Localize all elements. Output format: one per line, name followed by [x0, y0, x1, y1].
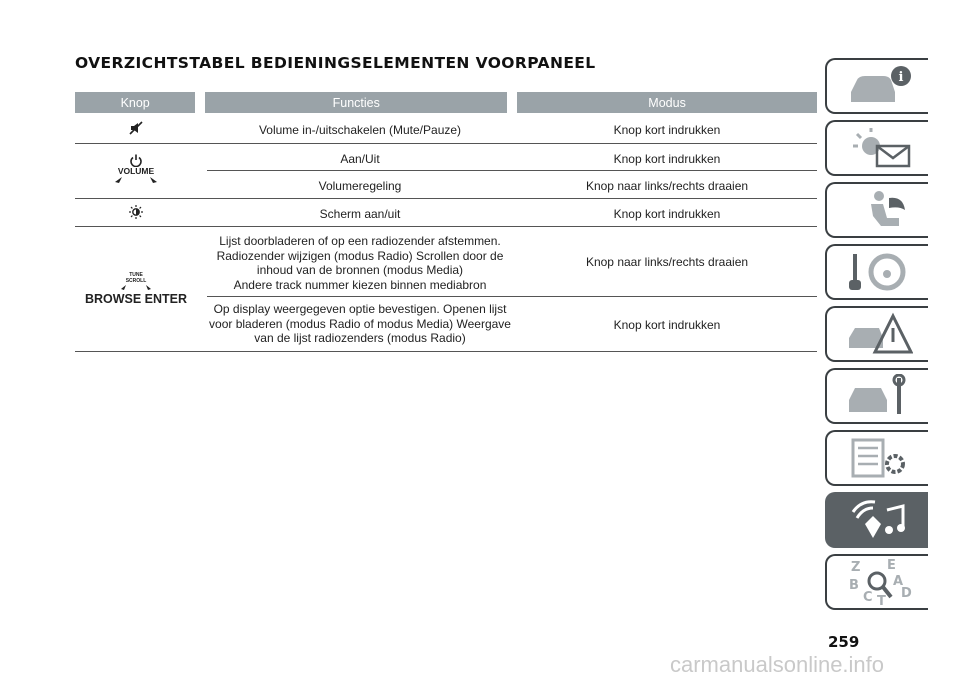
browse-enter-label: BROWSE ENTER [84, 292, 188, 306]
tab-index[interactable] [825, 554, 928, 610]
function-text: Volumeregeling [318, 179, 402, 193]
tab-lights-messages[interactable] [825, 120, 928, 176]
table-row [75, 174, 817, 194]
specs-gear-icon [843, 436, 913, 480]
tune-label: TUNE [129, 272, 143, 278]
car-info-icon [843, 64, 913, 108]
tab-emergency[interactable] [825, 306, 928, 362]
function-line: voor bladeren (modus Radio of modus Media) Weergave [209, 316, 511, 331]
tab-multimedia[interactable] [825, 492, 928, 548]
index-search-icon [843, 557, 913, 607]
multimedia-music-icon [843, 498, 913, 542]
header-modus: Modus [517, 92, 817, 113]
function-line: Lijst doorbladeren of op een radiozender afstemmen. [219, 234, 501, 248]
page-number: 259 [828, 633, 860, 651]
tune-scroll-knob-icon [75, 272, 197, 306]
function-text: Volume in-/uitschakelen (Mute/Pauze) [258, 123, 462, 137]
index-letter: A [892, 574, 903, 589]
warning-car-icon [843, 312, 913, 356]
table-header [75, 92, 817, 113]
tab-safety[interactable] [825, 182, 928, 238]
seat-airbag-icon [843, 188, 913, 232]
watermark: carmanualsonline.info [670, 652, 885, 677]
controls-table [75, 92, 817, 345]
mute-icon [75, 121, 197, 135]
function-text [207, 234, 513, 292]
index-letter: Z [850, 560, 860, 575]
screen-brightness-icon [75, 205, 197, 219]
tab-maintenance[interactable] [825, 368, 928, 424]
table-row [75, 119, 817, 141]
function-line: van de lijst radiozenders (modus Radio) [254, 331, 466, 345]
car-wrench-icon [843, 374, 913, 418]
function-line: Op display weergegeven optie bevestigen. Openen lijst [213, 302, 507, 316]
function-line: inhoud van de bronnen (modus Media) [256, 263, 464, 277]
volume-knob-label: VOLUME [117, 166, 155, 176]
mode-text: Knop kort indrukken [613, 318, 721, 332]
mode-text: Knop naar links/rechts draaien [585, 255, 749, 269]
mode-text: Knop kort indrukken [613, 123, 721, 137]
mode-text: Knop kort indrukken [613, 152, 721, 166]
function-text: Scherm aan/uit [319, 207, 401, 221]
index-letter: T [876, 594, 886, 607]
header-knop: Knop [75, 92, 195, 113]
tab-technical-data[interactable] [825, 430, 928, 486]
index-letter: D [900, 586, 912, 601]
function-text: Aan/Uit [340, 152, 380, 166]
key-steering-wheel-icon [843, 250, 913, 294]
function-line: Radiozender wijzigen (modus Radio) Scrollen door de [216, 248, 504, 263]
function-text [207, 302, 513, 346]
table-row [75, 147, 817, 167]
lights-message-icon [843, 126, 913, 170]
tab-car-info[interactable] [825, 58, 928, 114]
table-row [75, 202, 817, 224]
mode-text: Knop naar links/rechts draaien [585, 179, 749, 193]
index-letter: E [886, 558, 896, 573]
function-line: Andere track nummer kiezen binnen mediabron [233, 277, 487, 292]
svg-text:i: i [898, 70, 903, 85]
page-title: OVERZICHTSTABEL BEDIENINGSELEMENTEN VOORPANEEL [75, 54, 596, 72]
mode-text: Knop kort indrukken [613, 207, 721, 221]
tab-starting-driving[interactable] [825, 244, 928, 300]
index-letter: C [862, 590, 873, 605]
index-letter: B [848, 578, 859, 593]
header-functies: Functies [205, 92, 507, 113]
scroll-label: SCROLL [125, 278, 147, 284]
